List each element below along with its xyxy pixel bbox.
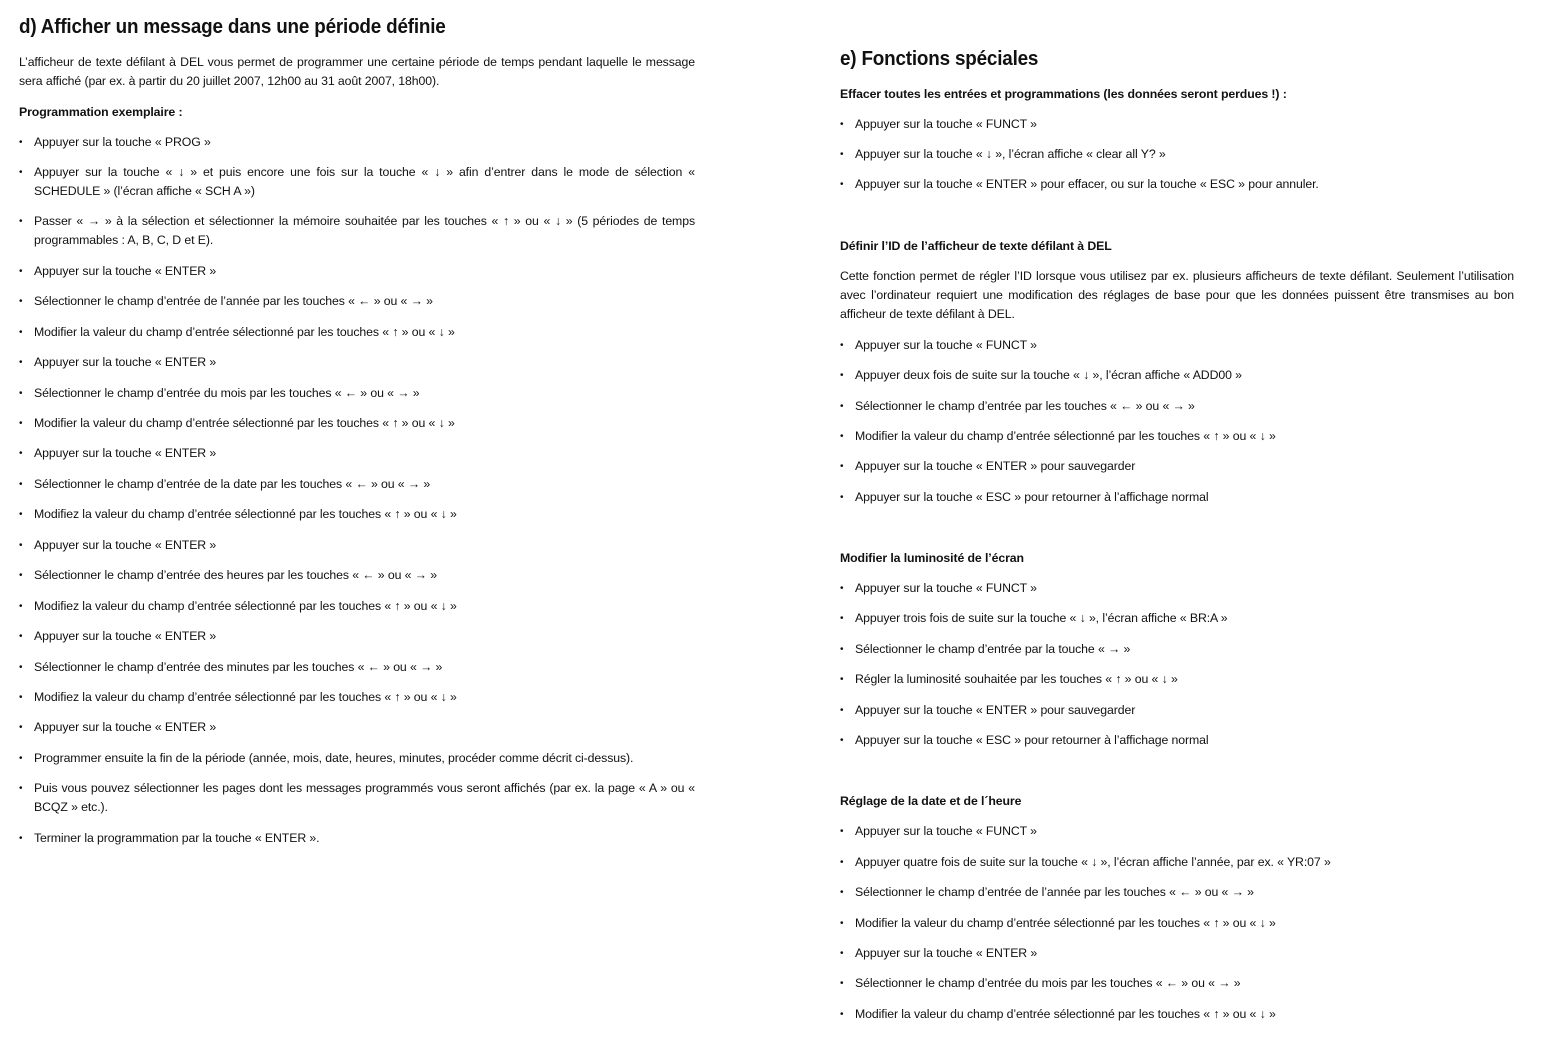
list-item: • Modifier la valeur du champ d’entrée sélectionné par les touches « ↑ » ou « ↓ » xyxy=(19,323,695,342)
list-item: • Appuyer sur la touche « ENTER » pour sauvegarder xyxy=(840,457,1514,476)
list-item: • Appuyer sur la touche « FUNCT » xyxy=(840,336,1514,355)
list-item: • Sélectionner le champ d’entrée par les touches « ← » ou « → » xyxy=(840,397,1514,416)
list-item: • Appuyer sur la touche « ENTER » xyxy=(840,944,1514,963)
list-item: • Programmer ensuite la fin de la période (année, mois, date, heures, minutes, procéder comme décrit ci-dessus). xyxy=(19,749,695,768)
section-d-subtitle: Programmation exemplaire : xyxy=(19,104,183,119)
set-id-intro: Cette fonction permet de régler l’ID lorsque vous utilisez par ex. plusieurs afficheurs de texte défilant. Seulement l’utilisation avec l’ordinateur requiert une modification des réglages de base pour que les données puissent être transmises au bon afficheur de texte défilant à DEL. xyxy=(840,268,1514,321)
list-item: • Sélectionner le champ d’entrée des minutes par les touches « ← » ou « → » xyxy=(19,658,695,677)
list-item: • Sélectionner le champ d’entrée du mois par les touches « ← » ou « → » xyxy=(840,974,1514,993)
list-item: • Appuyer sur la touche « ENTER » xyxy=(19,718,695,737)
left-column xyxy=(19,0,695,859)
list-item: • Modifier la valeur du champ d’entrée sélectionné par les touches « ↑ » ou « ↓ » xyxy=(840,1005,1514,1024)
list-item: • Appuyer sur la touche « PROG » xyxy=(19,133,695,152)
list-item: • Appuyer trois fois de suite sur la touche « ↓ », l’écran affiche « BR:A » xyxy=(840,609,1514,628)
list-item: • Appuyer deux fois de suite sur la touche « ↓ », l’écran affiche « ADD00 » xyxy=(840,366,1514,385)
set-id-subtitle: Définir l’ID de l’afficheur de texte défilant à DEL xyxy=(840,238,1112,253)
list-item: • Modifier la valeur du champ d’entrée sélectionné par les touches « ↑ » ou « ↓ » xyxy=(840,914,1514,933)
list-item: • Sélectionner le champ d’entrée par la touche « → » xyxy=(840,640,1514,659)
list-item: • Appuyer sur la touche « ENTER » xyxy=(19,353,695,372)
clear-all-steps xyxy=(840,115,1514,195)
list-item: • Puis vous pouvez sélectionner les pages dont les messages programmés vous seront affichés (par ex. la page « A » ou « BCQZ » etc.). xyxy=(19,779,695,817)
list-item: • Appuyer sur la touche « FUNCT » xyxy=(840,115,1514,134)
list-item: • Appuyer sur la touche « ENTER » xyxy=(19,627,695,646)
list-item: • Modifier la valeur du champ d’entrée sélectionné par les touches « ↑ » ou « ↓ » xyxy=(19,414,695,433)
list-item: • Appuyer sur la touche « FUNCT » xyxy=(840,822,1514,841)
section-spacer xyxy=(840,761,1514,792)
date-time-steps xyxy=(840,822,1514,1023)
list-item: • Sélectionner le champ d’entrée des heures par les touches « ← » ou « → » xyxy=(19,566,695,585)
list-item: • Sélectionner le champ d’entrée du mois par les touches « ← » ou « → » xyxy=(19,384,695,403)
list-item: • Appuyer sur la touche « ENTER » pour sauvegarder xyxy=(840,701,1514,720)
list-item: • Modifiez la valeur du champ d’entrée sélectionné par les touches « ↑ » ou « ↓ » xyxy=(19,688,695,707)
list-item: • Modifiez la valeur du champ d’entrée sélectionné par les touches « ↑ » ou « ↓ » xyxy=(19,597,695,616)
right-column xyxy=(840,0,1514,1035)
list-item: • Sélectionner le champ d’entrée de la date par les touches « ← » ou « → » xyxy=(19,475,695,494)
list-item: • Appuyer sur la touche « ↓ » et puis encore une fois sur la touche « ↓ » afin d’entrer dans le mode de sélection « SCHEDULE » (l’écran affiche « SCH A ») xyxy=(19,163,695,201)
list-item: • Sélectionner le champ d’entrée de l’année par les touches « ← » ou « → » xyxy=(19,292,695,311)
section-spacer xyxy=(840,206,1514,237)
list-item: • Régler la luminosité souhaitée par les touches « ↑ » ou « ↓ » xyxy=(840,670,1514,689)
list-item: • Appuyer sur la touche « ENTER » xyxy=(19,536,695,555)
set-id-steps xyxy=(840,336,1514,507)
list-item: • Terminer la programmation par la touche « ENTER ». xyxy=(19,829,695,848)
brightness-subtitle: Modifier la luminosité de l’écran xyxy=(840,551,1024,566)
section-d-title: d) Afficher un message dans une période définie xyxy=(19,15,446,38)
list-item: • Appuyer sur la touche « FUNCT » xyxy=(840,579,1514,598)
list-item: • Modifiez la valeur du champ d’entrée sélectionné par les touches « ↑ » ou « ↓ » xyxy=(19,505,695,524)
list-item: • Appuyer sur la touche « ENTER » xyxy=(19,444,695,463)
section-e-title: e) Fonctions spéciales xyxy=(840,47,1039,70)
list-item: • Appuyer sur la touche « ESC » pour retourner à l’affichage normal xyxy=(840,488,1514,507)
section-d-intro: L’afficheur de texte défilant à DEL vous permet de programmer une certaine période de temps pendant laquelle le message sera affiché (par ex. à partir du 20 juillet 2007, 12h00 au 31 août 2007, 18h00). xyxy=(19,54,695,88)
list-item: • Sélectionner le champ d’entrée de l’année par les touches « ← » ou « → » xyxy=(840,883,1514,902)
list-item: • Appuyer quatre fois de suite sur la touche « ↓ », l’écran affiche l’année, par ex. « YR:07 » xyxy=(840,853,1514,872)
brightness-steps xyxy=(840,579,1514,750)
list-item: • Appuyer sur la touche « ENTER » pour effacer, ou sur la touche « ESC » pour annuler. xyxy=(840,175,1514,194)
date-time-subtitle: Réglage de la date et de l´heure xyxy=(840,794,1022,809)
clear-all-subtitle: Effacer toutes les entrées et programmations (les données seront perdues !) : xyxy=(840,86,1287,101)
list-item: • Appuyer sur la touche « ↓ », l’écran affiche « clear all Y? » xyxy=(840,145,1514,164)
list-item: • Passer « → » à la sélection et sélectionner la mémoire souhaitée par les touches « ↑ » ou « ↓ » (5 périodes de temps programmables : A, B, C, D et E). xyxy=(19,212,695,250)
list-item: • Modifier la valeur du champ d’entrée sélectionné par les touches « ↑ » ou « ↓ » xyxy=(840,427,1514,446)
section-spacer xyxy=(840,518,1514,549)
list-item: • Appuyer sur la touche « ESC » pour retourner à l’affichage normal xyxy=(840,731,1514,750)
section-d-steps xyxy=(19,133,695,848)
list-item: • Appuyer sur la touche « ENTER » xyxy=(19,262,695,281)
